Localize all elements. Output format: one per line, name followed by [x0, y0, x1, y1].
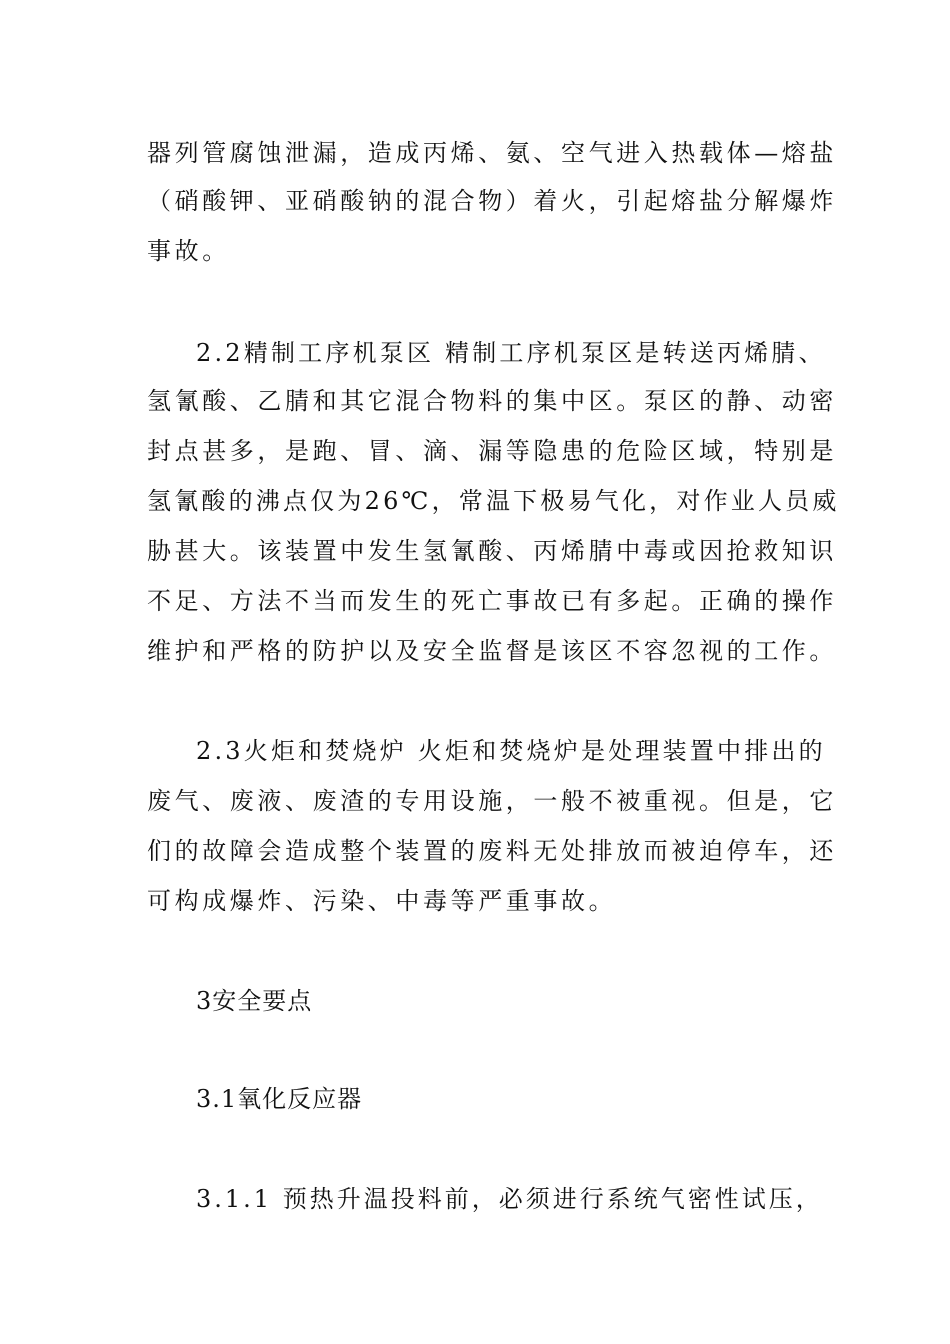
paragraph-line: 器列管腐蚀泄漏，造成丙烯、氨、空气进入热载体—熔盐: [147, 139, 837, 167]
paragraph-line: 可构成爆炸、污染、中毒等严重事故。: [147, 887, 617, 915]
paragraph-line: 封点甚多，是跑、冒、滴、漏等隐患的危险区域，特别是: [147, 437, 837, 465]
section-3-1-heading: 3.1氧化反应器: [196, 1085, 363, 1113]
paragraph-line: 胁甚大。该装置中发生氢氰酸、丙烯腈中毒或因抢救知识: [147, 537, 837, 565]
paragraph-line: 事故。: [147, 237, 230, 265]
paragraph-line: 不足、方法不当而发生的死亡事故已有多起。正确的操作: [147, 587, 837, 615]
section-3-1-1-first-line: 3.1.1 预热升温投料前，必须进行系统气密性试压，: [196, 1185, 823, 1213]
paragraph-line: （硝酸钾、亚硝酸钠的混合物）着火，引起熔盐分解爆炸: [147, 187, 837, 215]
paragraph-line: 维护和严格的防护以及安全监督是该区不容忽视的工作。: [147, 637, 837, 665]
section-2-3-first-line: 2.3火炬和焚烧炉 火炬和焚烧炉是处理装置中排出的: [196, 737, 826, 765]
section-3-heading: 3安全要点: [196, 987, 313, 1015]
paragraph-line: 氢氰酸的沸点仅为26℃，常温下极易气化，对作业人员威: [147, 487, 840, 515]
paragraph-line: 们的故障会造成整个装置的废料无处排放而被迫停车，还: [147, 837, 837, 865]
paragraph-line: 废气、废液、废渣的专用设施，一般不被重视。但是，它: [147, 787, 837, 815]
section-2-2-first-line: 2.2精制工序机泵区 精制工序机泵区是转送丙烯腈、: [196, 339, 826, 367]
paragraph-line: 氢氰酸、乙腈和其它混合物料的集中区。泵区的静、动密: [147, 387, 837, 415]
